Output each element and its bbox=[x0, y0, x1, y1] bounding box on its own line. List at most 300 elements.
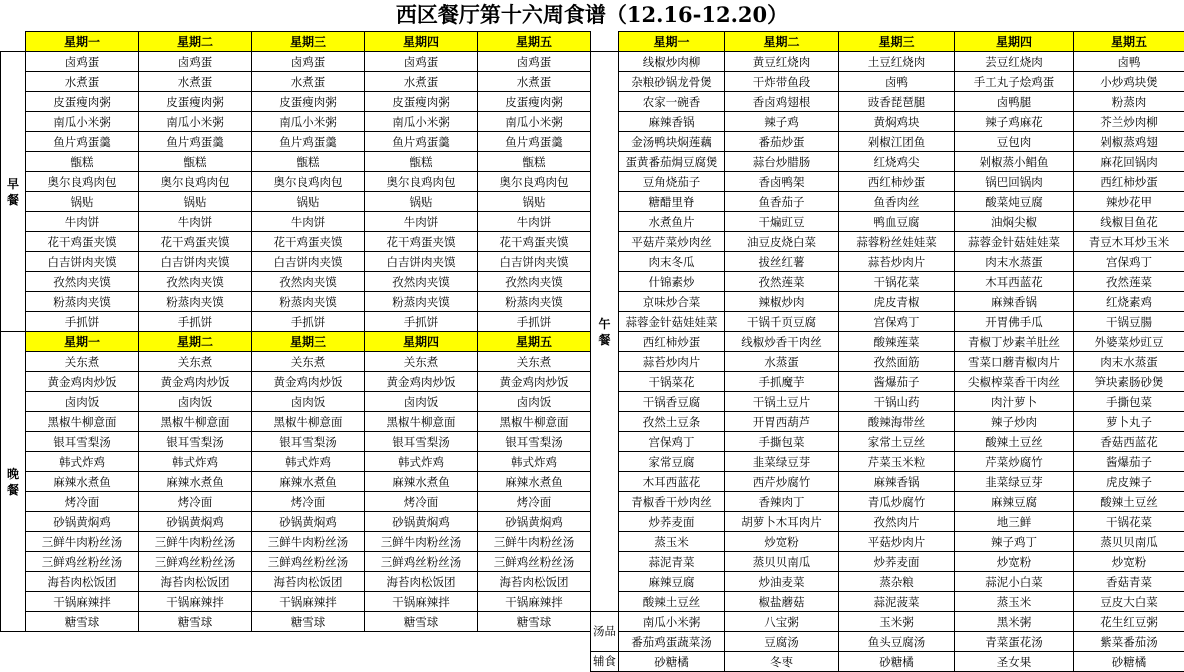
menu-cell: 干锅麻辣拌 bbox=[365, 592, 478, 612]
menu-cell: 手工丸子烩鸡蛋 bbox=[955, 72, 1074, 92]
menu-cell: 酸辣莲菜 bbox=[839, 332, 955, 352]
menu-cell: 木耳西蓝花 bbox=[955, 272, 1074, 292]
menu-cell: 番茄炒蛋 bbox=[725, 132, 839, 152]
menu-cell: 麻辣水煮鱼 bbox=[478, 472, 591, 492]
menu-cell: 白吉饼肉夹馍 bbox=[139, 252, 252, 272]
menu-cell: 鱼片鸡蛋羹 bbox=[26, 132, 139, 152]
menu-cell: 手撕包菜 bbox=[1074, 392, 1184, 412]
menu-cell: 孜然肉片 bbox=[839, 512, 955, 532]
menu-cell: 糖雪球 bbox=[26, 612, 139, 632]
menu-cell: 卤肉饭 bbox=[26, 392, 139, 412]
menu-cell: 豆皮大白菜 bbox=[1074, 592, 1184, 612]
menu-cell: 宫保鸡丁 bbox=[619, 432, 725, 452]
menu-cell: 黑椒牛柳意面 bbox=[139, 412, 252, 432]
menu-cell: 麻辣水煮鱼 bbox=[252, 472, 365, 492]
table-row bbox=[591, 172, 1184, 192]
menu-cell: 豆腐汤 bbox=[725, 632, 839, 652]
menu-cell: 南瓜小米粥 bbox=[139, 112, 252, 132]
menu-cell: 豆角烧茄子 bbox=[619, 172, 725, 192]
menu-cell: 卤鸭 bbox=[1074, 52, 1184, 72]
menu-cell: 银耳雪梨汤 bbox=[26, 432, 139, 452]
menu-cell: 皮蛋瘦肉粥 bbox=[365, 92, 478, 112]
table-row bbox=[591, 372, 1184, 392]
table-row bbox=[1, 152, 591, 172]
day-header-2: 星期二 bbox=[139, 332, 252, 352]
table-row bbox=[591, 272, 1184, 292]
menu-cell: 外婆菜炒豇豆 bbox=[1074, 332, 1184, 352]
table-row bbox=[1, 272, 591, 292]
table-row bbox=[591, 72, 1184, 92]
menu-cell: 孜然肉夹馍 bbox=[478, 272, 591, 292]
menu-cell: 辣子鸡丁 bbox=[955, 532, 1074, 552]
menu-cell: 糖醋里脊 bbox=[619, 192, 725, 212]
menu-cell: 雪菜口蘑青椒肉片 bbox=[955, 352, 1074, 372]
menu-cell: 卤肉饭 bbox=[139, 392, 252, 412]
menu-cell: 干锅麻辣拌 bbox=[252, 592, 365, 612]
table-row bbox=[1, 372, 591, 392]
menu-cell: 麻辣水煮鱼 bbox=[26, 472, 139, 492]
menu-cell: 干煸豇豆 bbox=[725, 212, 839, 232]
menu-cell: 香卤鸭架 bbox=[725, 172, 839, 192]
table-row bbox=[1, 72, 591, 92]
menu-cell: 甑糕 bbox=[478, 152, 591, 172]
menu-cell: 黑米粥 bbox=[955, 612, 1074, 632]
menu-cell: 海苔肉松饭团 bbox=[139, 572, 252, 592]
menu-cell: 卤肉饭 bbox=[478, 392, 591, 412]
menu-cell: 手抓饼 bbox=[478, 312, 591, 332]
menu-cell: 白吉饼肉夹馍 bbox=[26, 252, 139, 272]
menu-cell: 牛肉饼 bbox=[365, 212, 478, 232]
menu-cell: 蒸杂粮 bbox=[839, 572, 955, 592]
menu-cell: 南瓜小米粥 bbox=[619, 612, 725, 632]
menu-cell: 三鲜鸡丝粉丝汤 bbox=[478, 552, 591, 572]
menu-cell: 韩式炸鸡 bbox=[26, 452, 139, 472]
menu-cell: 卤鸡蛋 bbox=[478, 52, 591, 72]
menu-cell: 蒜蓉金针菇娃娃菜 bbox=[619, 312, 725, 332]
menu-cell: 酸辣土豆丝 bbox=[955, 432, 1074, 452]
day-header-3: 星期三 bbox=[252, 32, 365, 52]
menu-cell: 卤鸭 bbox=[839, 72, 955, 92]
menu-cell: 粉蒸肉夹馍 bbox=[478, 292, 591, 312]
menu-cell: 奥尔良鸡肉包 bbox=[26, 172, 139, 192]
menu-cell: 青椒丁炒素羊肚丝 bbox=[955, 332, 1074, 352]
menu-cell: 鱼片鸡蛋羹 bbox=[252, 132, 365, 152]
menu-cell: 手抓饼 bbox=[365, 312, 478, 332]
menu-cell: 银耳雪梨汤 bbox=[139, 432, 252, 452]
menu-cell: 水煮蛋 bbox=[478, 72, 591, 92]
menu-cell: 皮蛋瘦肉粥 bbox=[252, 92, 365, 112]
menu-cell: 黄焖鸡块 bbox=[839, 112, 955, 132]
menu-cell: 香菇西蓝花 bbox=[1074, 432, 1184, 452]
menu-cell: 粉蒸肉夹馍 bbox=[252, 292, 365, 312]
menu-cell: 韩式炸鸡 bbox=[252, 452, 365, 472]
table-row bbox=[1, 52, 591, 72]
menu-cell: 蒸玉米 bbox=[955, 592, 1074, 612]
menu-cell: 蒜蓉粉丝娃娃菜 bbox=[839, 232, 955, 252]
menu-cell: 香辣肉丁 bbox=[725, 492, 839, 512]
table-row bbox=[591, 652, 1184, 672]
menu-cell: 辣椒炒肉 bbox=[725, 292, 839, 312]
menu-cell: 卤鸡蛋 bbox=[26, 52, 139, 72]
table-row bbox=[591, 252, 1184, 272]
menu-cell: 烤冷面 bbox=[139, 492, 252, 512]
table-row bbox=[1, 432, 591, 452]
menu-cell: 辣子鸡麻花 bbox=[955, 112, 1074, 132]
menu-cell: 圣女果 bbox=[955, 652, 1074, 672]
menu-cell: 肉末水蒸蛋 bbox=[955, 252, 1074, 272]
menu-cell: 孜然土豆条 bbox=[619, 412, 725, 432]
menu-cell: 南瓜小米粥 bbox=[365, 112, 478, 132]
table-row bbox=[591, 352, 1184, 372]
menu-cell: 酸辣土豆丝 bbox=[619, 592, 725, 612]
table-row bbox=[1, 352, 591, 372]
menu-cell: 砂锅黄焖鸡 bbox=[139, 512, 252, 532]
menu-cell: 黄金鸡肉炒饭 bbox=[252, 372, 365, 392]
menu-cell: 香菇青菜 bbox=[1074, 572, 1184, 592]
menu-cell: 干锅花菜 bbox=[839, 272, 955, 292]
table-row bbox=[591, 212, 1184, 232]
menu-cell: 蒜蓉金针菇娃娃菜 bbox=[955, 232, 1074, 252]
menu-cell: 锅贴 bbox=[365, 192, 478, 212]
menu-cell: 胡萝卜木耳肉片 bbox=[725, 512, 839, 532]
menu-cell: 酸辣海带丝 bbox=[839, 412, 955, 432]
menu-cell: 关东煮 bbox=[26, 352, 139, 372]
table-row bbox=[591, 492, 1184, 512]
menu-cell: 红烧素鸡 bbox=[1074, 292, 1184, 312]
menu-cell: 线椒炒肉柳 bbox=[619, 52, 725, 72]
menu-cell: 三鲜牛肉粉丝汤 bbox=[365, 532, 478, 552]
menu-cell: 牛肉饼 bbox=[252, 212, 365, 232]
menu-cell: 粉蒸肉夹馍 bbox=[26, 292, 139, 312]
menu-cell: 砂糖橘 bbox=[839, 652, 955, 672]
menu-cell: 白吉饼肉夹馍 bbox=[478, 252, 591, 272]
menu-cell: 辣子鸡 bbox=[725, 112, 839, 132]
menu-cell: 干锅千页豆腐 bbox=[725, 312, 839, 332]
menu-cell: 剁椒蒸鸡翅 bbox=[1074, 132, 1184, 152]
menu-cell: 牛肉饼 bbox=[478, 212, 591, 232]
menu-cell: 鸭血豆腐 bbox=[839, 212, 955, 232]
menu-cell: 红烧鸡尖 bbox=[839, 152, 955, 172]
menu-cell: 尖椒榨菜香干肉丝 bbox=[955, 372, 1074, 392]
table-row bbox=[1, 572, 591, 592]
day-header-1: 星期一 bbox=[26, 332, 139, 352]
table-row bbox=[591, 532, 1184, 552]
menu-cell: 韩式炸鸡 bbox=[365, 452, 478, 472]
day-header-5: 星期五 bbox=[478, 32, 591, 52]
menu-cell: 白吉饼肉夹馍 bbox=[365, 252, 478, 272]
menu-cell: 孜然肉夹馍 bbox=[26, 272, 139, 292]
table-row bbox=[1, 552, 591, 572]
menu-cell: 黑椒牛柳意面 bbox=[26, 412, 139, 432]
menu-cell: 韭菜绿豆芽 bbox=[725, 452, 839, 472]
table-row bbox=[591, 332, 1184, 352]
menu-cell: 花干鸡蛋夹馍 bbox=[252, 232, 365, 252]
menu-cell: 花干鸡蛋夹馍 bbox=[478, 232, 591, 252]
meal-label-lunch: 午 餐 bbox=[591, 52, 619, 612]
menu-cell: 花干鸡蛋夹馍 bbox=[139, 232, 252, 252]
menu-cell: 剁椒蒸小鲳鱼 bbox=[955, 152, 1074, 172]
menu-cell: 开胃佛手瓜 bbox=[955, 312, 1074, 332]
menu-cell: 孜然肉夹馍 bbox=[252, 272, 365, 292]
menu-cell: 孜然莲菜 bbox=[725, 272, 839, 292]
menu-cell: 砂锅黄焖鸡 bbox=[365, 512, 478, 532]
menu-cell: 笋块素肠砂煲 bbox=[1074, 372, 1184, 392]
menu-cell: 黑椒牛柳意面 bbox=[252, 412, 365, 432]
menu-cell: 卤鸭腿 bbox=[955, 92, 1074, 112]
left-menu-table bbox=[0, 31, 591, 672]
menu-cell: 冬枣 bbox=[725, 652, 839, 672]
table-row bbox=[1, 192, 591, 212]
menu-cell: 西红柿炒蛋 bbox=[1074, 172, 1184, 192]
menu-cell: 干锅豆腸 bbox=[1074, 312, 1184, 332]
menu-cell: 黄豆红烧肉 bbox=[725, 52, 839, 72]
day-header-1: 星期一 bbox=[26, 32, 139, 52]
menu-cell: 什锦素炒 bbox=[619, 272, 725, 292]
table-row bbox=[591, 512, 1184, 532]
day-header-3: 星期三 bbox=[839, 32, 955, 52]
menu-cell: 手抓魔芋 bbox=[725, 372, 839, 392]
menu-cell: 八宝粥 bbox=[725, 612, 839, 632]
menu-cell: 平菇芹菜炒肉丝 bbox=[619, 232, 725, 252]
menu-cell: 甑糕 bbox=[26, 152, 139, 172]
menu-cell: 炒宽粉 bbox=[725, 532, 839, 552]
menu-cell: 京味炒合菜 bbox=[619, 292, 725, 312]
menu-cell: 椒盐蘑菇 bbox=[725, 592, 839, 612]
menu-cell: 卤鸡蛋 bbox=[139, 52, 252, 72]
corner-cell bbox=[591, 32, 619, 52]
menu-cell: 三鲜牛肉粉丝汤 bbox=[252, 532, 365, 552]
menu-cell: 干锅麻辣拌 bbox=[478, 592, 591, 612]
menu-cell: 三鲜牛肉粉丝汤 bbox=[26, 532, 139, 552]
day-header-5: 星期五 bbox=[478, 332, 591, 352]
menu-cell: 牛肉饼 bbox=[139, 212, 252, 232]
menu-cell: 糖雪球 bbox=[365, 612, 478, 632]
table-row bbox=[591, 632, 1184, 652]
menu-cell: 南瓜小米粥 bbox=[478, 112, 591, 132]
table-row bbox=[591, 292, 1184, 312]
day-header-4: 星期四 bbox=[955, 32, 1074, 52]
menu-cell: 木耳西蓝花 bbox=[619, 472, 725, 492]
menu-cell: 平菇炒肉片 bbox=[839, 532, 955, 552]
table-row bbox=[591, 112, 1184, 132]
menu-cell: 手抓饼 bbox=[252, 312, 365, 332]
empty-row bbox=[1, 632, 591, 652]
menu-cell: 糖雪球 bbox=[252, 612, 365, 632]
menu-cell: 辣炒花甲 bbox=[1074, 192, 1184, 212]
table-row bbox=[1, 512, 591, 532]
day-header-4: 星期四 bbox=[365, 32, 478, 52]
menu-cell: 西芹炒腐竹 bbox=[725, 472, 839, 492]
table-row bbox=[591, 92, 1184, 112]
menu-cell: 三鲜鸡丝粉丝汤 bbox=[26, 552, 139, 572]
menu-cell: 番茄鸡蛋蔬菜汤 bbox=[619, 632, 725, 652]
menu-cell: 虎皮辣子 bbox=[1074, 472, 1184, 492]
menu-cell: 麻花回锅肉 bbox=[1074, 152, 1184, 172]
menu-cell: 芹菜炒腐竹 bbox=[955, 452, 1074, 472]
corner-cell bbox=[1, 32, 26, 52]
menu-cell: 海苔肉松饭团 bbox=[365, 572, 478, 592]
day-header-row bbox=[591, 32, 1184, 52]
table-row bbox=[1, 212, 591, 232]
table-row bbox=[591, 52, 1184, 72]
table-row bbox=[1, 412, 591, 432]
menu-cell: 豆包肉 bbox=[955, 132, 1074, 152]
menu-cell: 银耳雪梨汤 bbox=[478, 432, 591, 452]
menu-cell: 甑糕 bbox=[252, 152, 365, 172]
menu-cell: 青豆木耳炒玉米 bbox=[1074, 232, 1184, 252]
menu-cell: 炒油麦菜 bbox=[725, 572, 839, 592]
menu-cell: 拔丝红薯 bbox=[725, 252, 839, 272]
menu-cell: 孜然面筋 bbox=[839, 352, 955, 372]
table-row bbox=[1, 112, 591, 132]
menu-cell: 剁椒江团鱼 bbox=[839, 132, 955, 152]
menu-cell: 农家一碗香 bbox=[619, 92, 725, 112]
menu-cell: 青椒香干炒肉丝 bbox=[619, 492, 725, 512]
menu-cell: 砂糖橘 bbox=[1074, 652, 1184, 672]
day-header-2: 星期二 bbox=[725, 32, 839, 52]
menu-cell: 海苔肉松饭团 bbox=[26, 572, 139, 592]
menu-cell: 麻辣豆腐 bbox=[955, 492, 1074, 512]
menu-cell: 花干鸡蛋夹馍 bbox=[365, 232, 478, 252]
empty-cell bbox=[1, 632, 591, 652]
menu-cell: 辣子炒肉 bbox=[955, 412, 1074, 432]
menu-cell: 鱼头豆腐汤 bbox=[839, 632, 955, 652]
menu-cell: 麻辣豆腐 bbox=[619, 572, 725, 592]
table-row bbox=[1, 612, 591, 632]
menu-cell: 甑糕 bbox=[365, 152, 478, 172]
menu-cell: 家常土豆丝 bbox=[839, 432, 955, 452]
menu-cell: 卤肉饭 bbox=[252, 392, 365, 412]
menu-cell: 锅贴 bbox=[26, 192, 139, 212]
menu-cell: 烤冷面 bbox=[478, 492, 591, 512]
table-row bbox=[591, 432, 1184, 452]
menu-cell: 线椒炒香干肉丝 bbox=[725, 332, 839, 352]
table-row bbox=[1, 472, 591, 492]
day-header-3: 星期三 bbox=[252, 332, 365, 352]
menu-cell: 西红柿炒蛋 bbox=[619, 332, 725, 352]
menu-cell: 银耳雪梨汤 bbox=[365, 432, 478, 452]
day-header-1: 星期一 bbox=[619, 32, 725, 52]
table-row bbox=[591, 592, 1184, 612]
table-row bbox=[1, 172, 591, 192]
empty-row bbox=[1, 652, 591, 672]
empty-cell bbox=[1, 652, 591, 672]
menu-cell: 麻辣香锅 bbox=[839, 472, 955, 492]
menu-cell: 蒜台炒腊肠 bbox=[725, 152, 839, 172]
right-menu-table bbox=[590, 31, 1184, 672]
menu-cell: 粉蒸肉夹馍 bbox=[139, 292, 252, 312]
menu-cell: 干锅香豆腐 bbox=[619, 392, 725, 412]
menu-cell: 银耳雪梨汤 bbox=[252, 432, 365, 452]
menu-cell: 鱼香肉丝 bbox=[839, 192, 955, 212]
menu-cell: 蒜泥青菜 bbox=[619, 552, 725, 572]
menu-cell: 锅贴 bbox=[478, 192, 591, 212]
menu-cell: 粉蒸肉 bbox=[1074, 92, 1184, 112]
menu-cell: 南瓜小米粥 bbox=[26, 112, 139, 132]
menu-cell: 手抓饼 bbox=[26, 312, 139, 332]
menu-cell: 三鲜牛肉粉丝汤 bbox=[139, 532, 252, 552]
menu-cell: 杂粮砂锅龙骨煲 bbox=[619, 72, 725, 92]
menu-cell: 蒜泥菠菜 bbox=[839, 592, 955, 612]
menu-cell: 萝卜丸子 bbox=[1074, 412, 1184, 432]
menu-cell: 卤鸡蛋 bbox=[365, 52, 478, 72]
menu-cell: 线椒目鱼花 bbox=[1074, 212, 1184, 232]
table-row bbox=[591, 192, 1184, 212]
menu-cell: 黑椒牛柳意面 bbox=[365, 412, 478, 432]
menu-cell: 黑椒牛柳意面 bbox=[478, 412, 591, 432]
menu-cell: 黄金鸡肉炒饭 bbox=[26, 372, 139, 392]
menu-cell: 三鲜鸡丝粉丝汤 bbox=[365, 552, 478, 572]
menu-cell: 关东煮 bbox=[478, 352, 591, 372]
menu-cell: 芥兰炒肉柳 bbox=[1074, 112, 1184, 132]
menu-cell: 麻辣香锅 bbox=[619, 112, 725, 132]
menu-cell: 韭菜绿豆芽 bbox=[955, 472, 1074, 492]
table-row bbox=[1, 292, 591, 312]
menu-cell: 肉汁萝卜 bbox=[955, 392, 1074, 412]
menu-cell: 烤冷面 bbox=[26, 492, 139, 512]
table-row bbox=[1, 492, 591, 512]
menu-cell: 砂锅黄焖鸡 bbox=[478, 512, 591, 532]
menu-cell: 紫菜番茄汤 bbox=[1074, 632, 1184, 652]
menu-cell: 鱼片鸡蛋羹 bbox=[365, 132, 478, 152]
menu-cell: 麻辣水煮鱼 bbox=[139, 472, 252, 492]
menu-cell: 三鲜牛肉粉丝汤 bbox=[478, 532, 591, 552]
menu-cell: 糖雪球 bbox=[478, 612, 591, 632]
menu-cell: 酸辣土豆丝 bbox=[1074, 492, 1184, 512]
menu-cell: 油焖尖椒 bbox=[955, 212, 1074, 232]
menu-cell: 土豆红烧肉 bbox=[839, 52, 955, 72]
menu-cell: 关东煮 bbox=[139, 352, 252, 372]
menu-cell: 砂锅黄焖鸡 bbox=[26, 512, 139, 532]
menu-cell: 小炒鸡块煲 bbox=[1074, 72, 1184, 92]
menu-cell: 烤冷面 bbox=[365, 492, 478, 512]
menu-cell: 黄金鸡肉炒饭 bbox=[139, 372, 252, 392]
page-title: 西区餐厅第十六周食谱（12.16-12.20） bbox=[0, 0, 1184, 30]
menu-cell: 手抓饼 bbox=[139, 312, 252, 332]
menu-cell: 干锅菜花 bbox=[619, 372, 725, 392]
menu-cell: 水煮蛋 bbox=[26, 72, 139, 92]
menu-cell: 酸菜炖豆腐 bbox=[955, 192, 1074, 212]
meal-label-soup: 汤品 bbox=[591, 612, 619, 652]
menu-cell: 蒜苔炒肉片 bbox=[619, 352, 725, 372]
menu-cell: 水煮蛋 bbox=[365, 72, 478, 92]
menu-cell: 干锅山药 bbox=[839, 392, 955, 412]
day-header-2: 星期二 bbox=[139, 32, 252, 52]
menu-cell: 皮蛋瘦肉粥 bbox=[478, 92, 591, 112]
menu-cell: 蒸贝贝南瓜 bbox=[725, 552, 839, 572]
menu-cell: 干锅麻辣拌 bbox=[139, 592, 252, 612]
menu-cell: 芹菜玉米粒 bbox=[839, 452, 955, 472]
menu-cell: 锅巴回锅肉 bbox=[955, 172, 1074, 192]
table-row bbox=[591, 472, 1184, 492]
menu-cell: 水煮蛋 bbox=[139, 72, 252, 92]
table-row bbox=[1, 452, 591, 472]
menu-cell: 酱爆茄子 bbox=[839, 372, 955, 392]
menu-cell: 青瓜炒腐竹 bbox=[839, 492, 955, 512]
menu-cell: 干锅麻辣拌 bbox=[26, 592, 139, 612]
table-row bbox=[591, 412, 1184, 432]
menu-cell: 水煮蛋 bbox=[252, 72, 365, 92]
table-row bbox=[1, 252, 591, 272]
menu-cell: 鱼片鸡蛋羹 bbox=[139, 132, 252, 152]
table-row bbox=[591, 612, 1184, 632]
menu-cell: 关东煮 bbox=[365, 352, 478, 372]
menu-cell: 肉末冬瓜 bbox=[619, 252, 725, 272]
menu-cell: 锅贴 bbox=[139, 192, 252, 212]
menu-cell: 水蒸蛋 bbox=[725, 352, 839, 372]
menu-cell: 蒸贝贝南瓜 bbox=[1074, 532, 1184, 552]
menu-cell: 青菜蛋花汤 bbox=[955, 632, 1074, 652]
